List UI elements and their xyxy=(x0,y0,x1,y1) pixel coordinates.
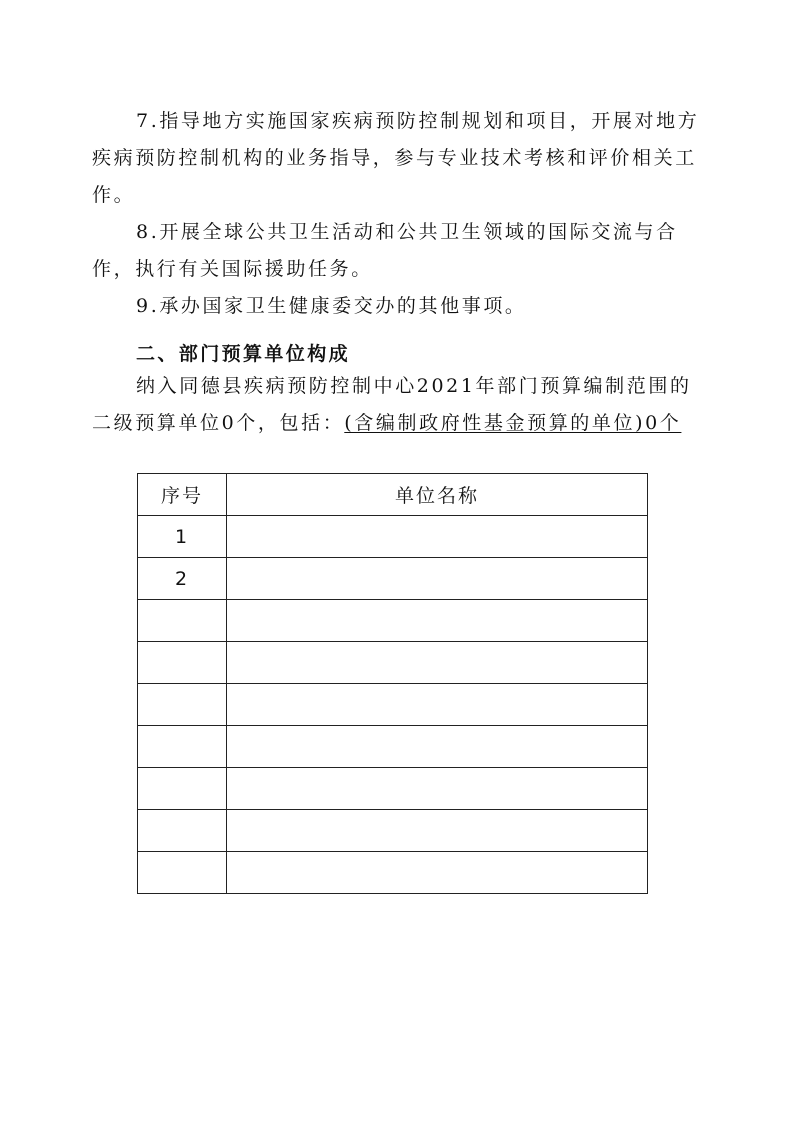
table-header-row xyxy=(138,474,648,516)
row-index xyxy=(138,600,227,642)
table-row xyxy=(138,642,648,684)
row-index xyxy=(138,726,227,768)
table-row xyxy=(138,768,648,810)
paragraph-item-9: 9.承办国家卫生健康委交办的其他事项。 xyxy=(136,295,527,317)
row-index xyxy=(138,768,227,810)
row-unit-name xyxy=(227,642,648,684)
row-unit-name xyxy=(227,684,648,726)
row-unit-name xyxy=(227,600,648,642)
section-body xyxy=(92,368,702,442)
row-unit-name xyxy=(227,558,648,600)
table-row xyxy=(138,558,648,600)
table-row xyxy=(138,600,648,642)
section-body-underlined: (含编制政府性基金预算的单位)0个 xyxy=(344,412,682,434)
row-index xyxy=(138,642,227,684)
unit-table xyxy=(137,473,648,894)
row-index xyxy=(138,852,227,894)
table-row xyxy=(138,516,648,558)
row-index: 2 xyxy=(138,558,227,600)
row-unit-name xyxy=(227,768,648,810)
paragraph-item-8: 8.开展全球公共卫生活动和公共卫生领域的国际交流与合作，执行有关国际援助任务。 xyxy=(92,221,678,280)
section-heading: 二、部门预算单位构成 xyxy=(136,343,351,365)
row-index: 1 xyxy=(138,516,227,558)
row-index xyxy=(138,684,227,726)
section-body-text: 纳入同德县疾病预防控制中心2021年部门预算编制范围的二级预算单位0个，包括： xyxy=(92,375,692,434)
table-row xyxy=(138,684,648,726)
row-unit-name xyxy=(227,726,648,768)
table-row xyxy=(138,810,648,852)
header-index: 序号 xyxy=(138,474,227,516)
row-unit-name xyxy=(227,852,648,894)
row-unit-name xyxy=(227,516,648,558)
row-unit-name xyxy=(227,810,648,852)
paragraph-item-7: 7.指导地方实施国家疾病预防控制规划和项目，开展对地方疾病预防控制机构的业务指导，参与专业技术考核和评价相关工作。 xyxy=(92,110,700,206)
row-index xyxy=(138,810,227,852)
table-row xyxy=(138,726,648,768)
table-row xyxy=(138,852,648,894)
header-unit-name: 单位名称 xyxy=(227,474,648,516)
